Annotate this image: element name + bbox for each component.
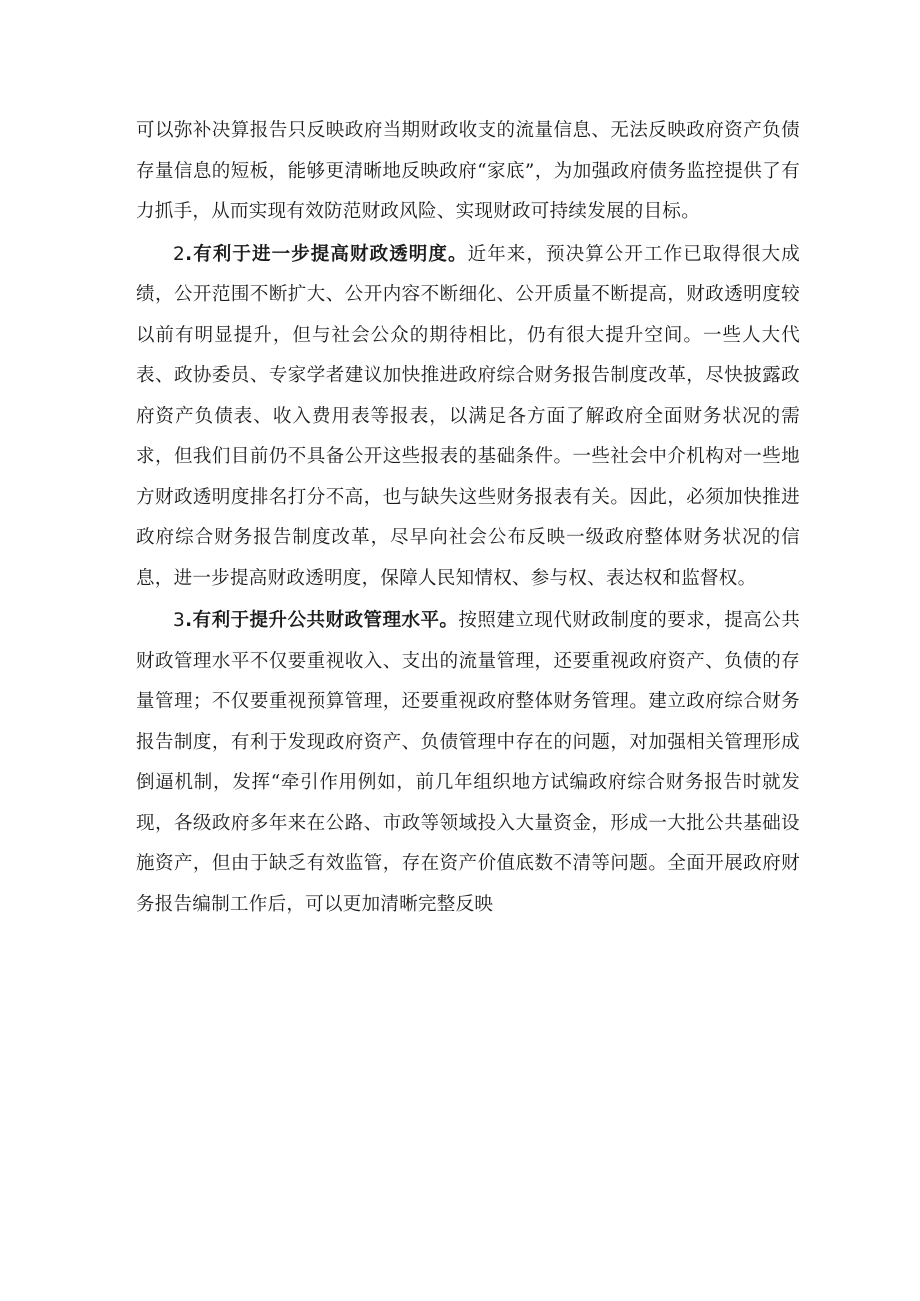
section-heading: .有利于进一步提高财政透明度。: [185, 243, 468, 265]
paragraph-body-text: 可以弥补决算报告只反映政府当期财政收支的流量信息、无法反映政府资产负债存量信息的短板，能够更清晰地反映政府“家底”，为加强政府债务监控提供了有力抓手，从而实现有效防范财政风险、实现财政可持续发展的目标。: [136, 120, 800, 222]
paragraph-continuation: [136, 111, 800, 233]
paragraph-public-finance-management: [136, 601, 800, 925]
section-heading: .有利于提升公共财政管理水平。: [185, 610, 459, 631]
paragraph-fiscal-transparency: [136, 235, 800, 600]
paragraph-body-text: 近年来，预决算公开工作已取得很大成绩，公开范围不断扩大、公开内容不断细化、公开质量不断提高，财政透明度较以前有明显提升，但与社会公众的期待相比，仍有很大提升空间。一些人大代表、政协委员、专家学者建议加快推进政府综合财务报告制度改革，尽快披露政府资产负债表、收入费用表等报表，以满足各方面了解政府全面财务状况的需求，但我们目前仍不具备公开这些报表的基础条件。一些社会中介机构对一些地方财政透明度排名打分不高，也与缺失这些财务报表有关。因此，必须加快推进政府综合财务报告制度改革，尽早向社会公布反映一级政府整体财务状况的信息，进一步提高财政透明度，保障人民知情权、参与权、表达权和监督权。: [136, 243, 801, 589]
paragraph-body-text: 按照建立现代财政制度的要求，提高公共财政管理水平不仅要重视收入、支出的流量管理，还要重视政府资产、负债的存量管理；不仅要重视预算管理，还要重视政府整体财务管理。建立政府综合财务报告制度，有利于发现政府资产、负债管理中存在的问题，对加强相关管理形成倒逼机制，发挥“牵引作用例如，前几年组织地方试编政府综合财务报告时就发现，各级政府多年来在公路、市政等领域投入大量资金，形成一大批公共基础设施资产，但由于缺乏有效监管，存在资产价值底数不清等问题。全面开展政府财务报告编制工作后，可以更加清晰完整反映: [136, 610, 801, 915]
section-number: 2: [173, 243, 186, 265]
document-body: [136, 111, 800, 927]
section-number: 3: [173, 610, 186, 631]
